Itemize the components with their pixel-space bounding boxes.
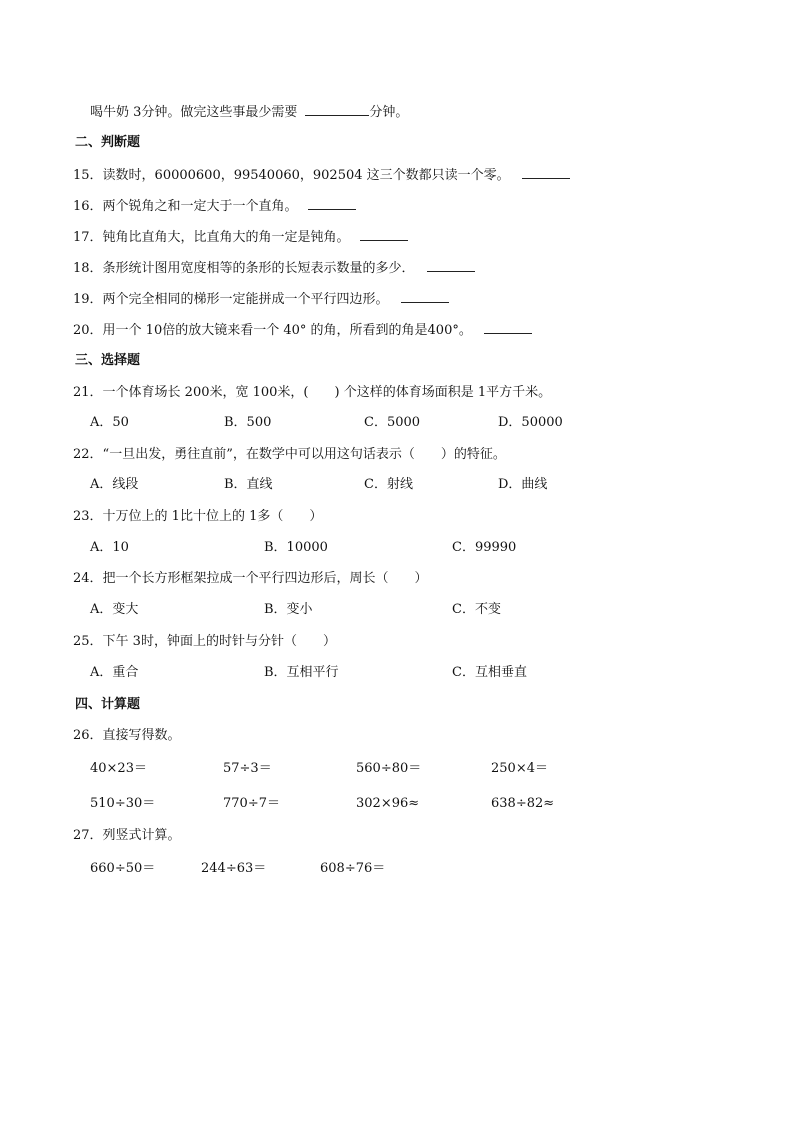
judgement-question <box>73 166 570 185</box>
option-c[interactable]: C．互相垂直 <box>452 665 527 680</box>
section-heading-calculation: 四、计算题 <box>75 697 141 712</box>
option-b[interactable]: B．变小 <box>264 602 313 617</box>
calc-item: 560÷80＝ <box>356 761 422 776</box>
calc-item: 250×4＝ <box>491 761 548 776</box>
option-a[interactable]: A．线段 <box>90 477 139 492</box>
calc-item: 57÷3＝ <box>223 761 272 776</box>
answer-blank[interactable] <box>308 197 356 210</box>
option-d[interactable]: D．曲线 <box>498 477 548 492</box>
answer-blank[interactable] <box>360 228 408 241</box>
section-heading-judgement: 二、判断题 <box>75 135 141 150</box>
option-b[interactable]: B．10000 <box>264 540 328 555</box>
answer-blank[interactable] <box>522 166 570 179</box>
question-text: 17．钝角比直角大，比直角大的角一定是钝角。 <box>73 230 350 245</box>
option-c[interactable]: C．射线 <box>364 477 413 492</box>
question-14-text: 喝牛奶 3分钟。做完这些事最少需要 <box>90 105 298 120</box>
judgement-question <box>73 228 408 247</box>
calc-item: 638÷82≈ <box>491 796 555 811</box>
judgement-question <box>73 290 449 309</box>
choice-question: 23．十万位上的 1比十位上的 1多（ ） <box>73 509 323 524</box>
answer-blank[interactable] <box>401 290 449 303</box>
choice-question: 25．下午 3时，钟面上的时针与分针（ ） <box>73 634 336 649</box>
calc-item: 244÷63＝ <box>201 861 267 876</box>
question-14-suffix: 分钟。 <box>369 105 409 120</box>
option-c[interactable]: C．不变 <box>452 602 501 617</box>
judgement-question <box>73 197 356 216</box>
option-row <box>90 601 690 619</box>
question-text: 20．用一个 10倍的放大镜来看一个 40° 的角，所看到的角是400°。 <box>73 323 472 338</box>
option-row <box>90 664 690 682</box>
option-row <box>90 476 690 494</box>
question-text: 15．读数时，60000600，99540060，902504 这三个数都只读一个零。 <box>73 168 510 183</box>
judgement-question <box>73 321 532 340</box>
question-27: 27．列竖式计算。 <box>73 828 181 843</box>
question-text: 19．两个完全相同的梯形一定能拼成一个平行四边形。 <box>73 292 389 307</box>
question-14-tail <box>90 103 408 122</box>
section-heading-choice: 三、选择题 <box>75 353 141 368</box>
choice-question: 22．“一旦出发，勇往直前”，在数学中可以用这句话表示（ ）的特征。 <box>73 447 506 462</box>
option-a[interactable]: A．变大 <box>90 602 139 617</box>
option-d[interactable]: D．50000 <box>498 415 563 430</box>
option-c[interactable]: C．5000 <box>364 415 421 430</box>
question-text: 18．条形统计图用宽度相等的条形的长短表示数量的多少． <box>73 261 415 276</box>
option-b[interactable]: B．直线 <box>224 477 273 492</box>
calc-item: 660÷50＝ <box>90 861 156 876</box>
option-c[interactable]: C．99990 <box>452 540 517 555</box>
choice-question: 24．把一个长方形框架拉成一个平行四边形后，周长（ ） <box>73 571 428 586</box>
option-a[interactable]: A．重合 <box>90 665 139 680</box>
option-b[interactable]: B．500 <box>224 415 272 430</box>
option-b[interactable]: B．互相平行 <box>264 665 339 680</box>
option-row <box>90 539 690 557</box>
question-text: 16．两个锐角之和一定大于一个直角。 <box>73 199 298 214</box>
calc-item: 770÷7＝ <box>223 796 280 811</box>
calc-item: 510÷30＝ <box>90 796 156 811</box>
calc-item: 302×96≈ <box>356 796 420 811</box>
answer-blank[interactable] <box>305 103 369 116</box>
answer-blank[interactable] <box>427 259 475 272</box>
calc-item: 40×23＝ <box>90 761 147 776</box>
option-a[interactable]: A．10 <box>90 540 129 555</box>
choice-question: 21．一个体育场长 200米，宽 100米，( ) 个这样的体育场面积是 1平方千米。 <box>73 385 552 400</box>
answer-blank[interactable] <box>484 321 532 334</box>
calc-item: 608÷76＝ <box>320 861 386 876</box>
option-a[interactable]: A．50 <box>90 415 129 430</box>
option-row <box>90 414 690 432</box>
judgement-question <box>73 259 475 278</box>
question-26: 26．直接写得数。 <box>73 728 181 743</box>
